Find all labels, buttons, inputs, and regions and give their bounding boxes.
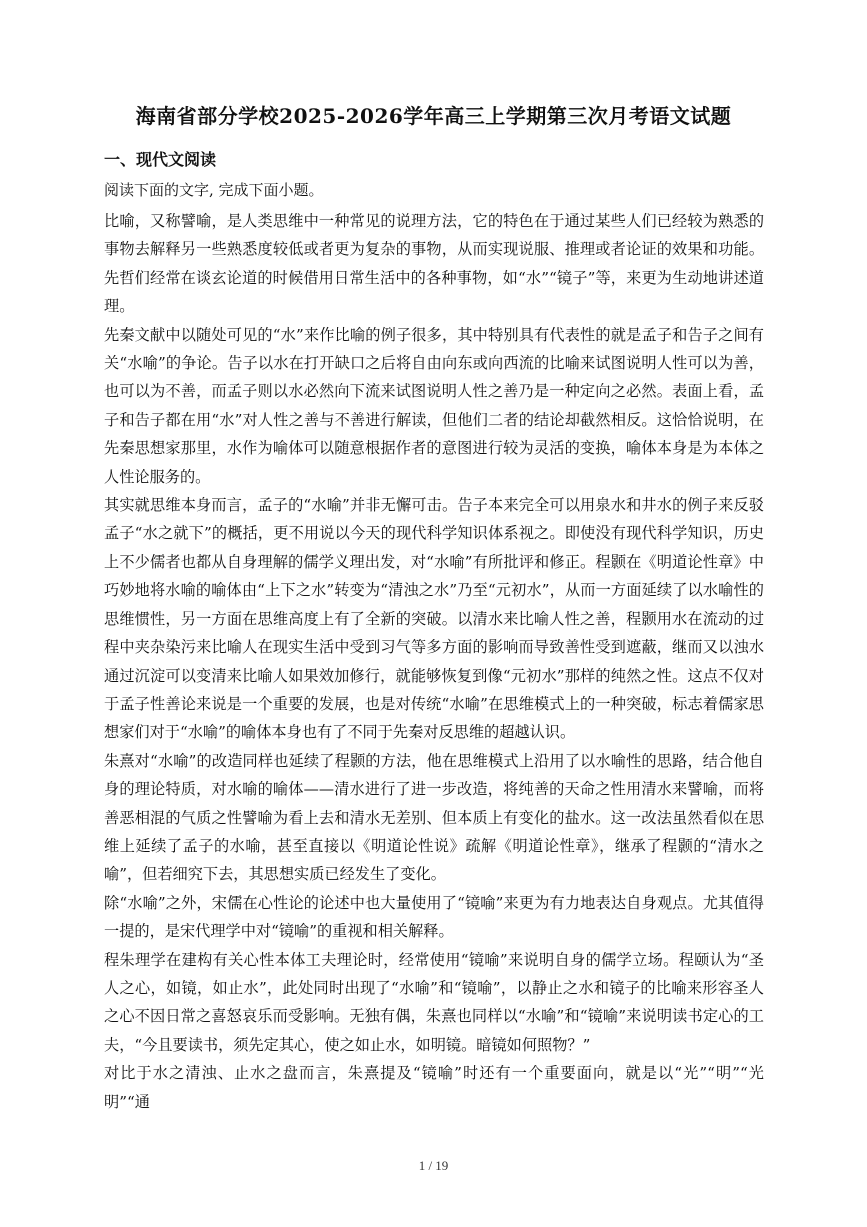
paragraph: 程朱理学在建构有关心性本体工夫理论时，经常使用“镜喻”来说明自身的儒学立场。程颐认为“圣人之心，如镜，如止水”，此处同时出现了“水喻”和“镜喻”，以静止之水和镜子的比喻来形容圣人之心不因日常之喜怒哀乐而受影响。无独有偶，朱熹也同样以“水喻”和“镜喻”来说明读书定心的工夫，“今且要读书，须先定其心，使之如止水，如明镜。暗镜如何照物？” (104, 950, 764, 1054)
page-number: 1 / 19 (418, 1158, 449, 1173)
paragraph: 对比于水之清浊、止水之盘而言，朱熹提及“镜喻”时还有一个重要面向，就是以“光”“明”“光明”“通 (104, 1064, 764, 1111)
paragraph: 先秦文献中以随处可见的“水”来作比喻的例子很多，其中特别具有代表性的就是孟子和告子之间有关“水喻”的争论。告子以水在打开缺口之后将自由向东或向西流的比喻来试图说明人性可以为善，也可以为不善，而孟子则以水必然向下流来试图说明人性之善乃是一种定向之必然。表面上看，孟子和告子都在用“水”对人性之善与不善进行解读，但他们二者的结论却截然相反。这恰恰说明，在先秦思想家那里，水作为喻体可以随意根据作者的意图进行较为灵活的变换，喻体本身是为本体之人性论服务的。 (104, 325, 764, 486)
reading-passage (104, 207, 764, 1116)
section-heading: 一、现代文阅读 (104, 150, 217, 169)
document-title: 海南省部分学校2025-2026学年高三上学期第三次月考语文试题 (135, 104, 732, 128)
paragraph: 朱熹对“水喻”的改造同样也延续了程颢的方法，他在思维模式上沿用了以水喻性的思路，结合他自身的理论特质，对水喻的喻体——清水进行了进一步改造，将纯善的天命之性用清水来譬喻，而将善恶相混的气质之性譬喻为看上去和清水无差别、但本质上有变化的盐水。这一改法虽然看似在思维上延续了孟子的水喻，甚至直接以《明道论性说》疏解《明道论性章》，继承了程颢的“清水之喻”，但若细究下去，其思想实质已经发生了变化。 (104, 751, 764, 884)
paragraph: 除“水喻”之外，宋儒在心性论的论述中也大量使用了“镜喻”来更为有力地表达自身观点。尤其值得一提的，是宋代理学中对“镜喻”的重视和相关解释。 (104, 893, 764, 941)
paragraph: 其实就思维本身而言，孟子的“水喻”并非无懈可击。告子本来完全可以用泉水和井水的例子来反驳孟子“水之就下”的概括，更不用说以今天的现代科学知识体系视之。即使没有现代科学知识，历史上不少儒者也都从自身理解的儒学义理出发，对“水喻”有所批评和修正。程颢在《明道论性章》中巧妙地将水喻的喻体由“上下之水”转变为“清浊之水”乃至“元初水”，从而一方面延续了以水喻性的思维惯性，另一方面在思维高度上有了全新的突破。以清水来比喻人性之善，程颢用水在流动的过程中夹杂染污来比喻人在现实生活中受到习气等多方面的影响而导致善性受到遮蔽，继而又以浊水通过沉淀可以变清来比喻人如果效加修行，就能够恢复到像“元初水”那样的纯然之性。这点不仅对于孟子性善论来说是一个重要的发展，也是对传统“水喻”在思维模式上的一种突破，标志着儒家思想家们对于“水喻”的喻体本身也有了不同于先秦对反思维的超越认识。 (104, 496, 764, 742)
paragraph: 比喻，又称譬喻，是人类思维中一种常见的说理方法，它的特色在于通过某些人们已经较为熟悉的事物去解释另一些熟悉度较低或者更为复杂的事物，从而实现说服、推理或者论证的效果和功能。先哲们经常在谈玄论道的时候借用日常生活中的各种事物，如“水”“镜子”等，来更为生动地讲述道理。 (104, 212, 764, 316)
reading-instruction: 阅读下面的文字, 完成下面小题。 (104, 181, 324, 199)
